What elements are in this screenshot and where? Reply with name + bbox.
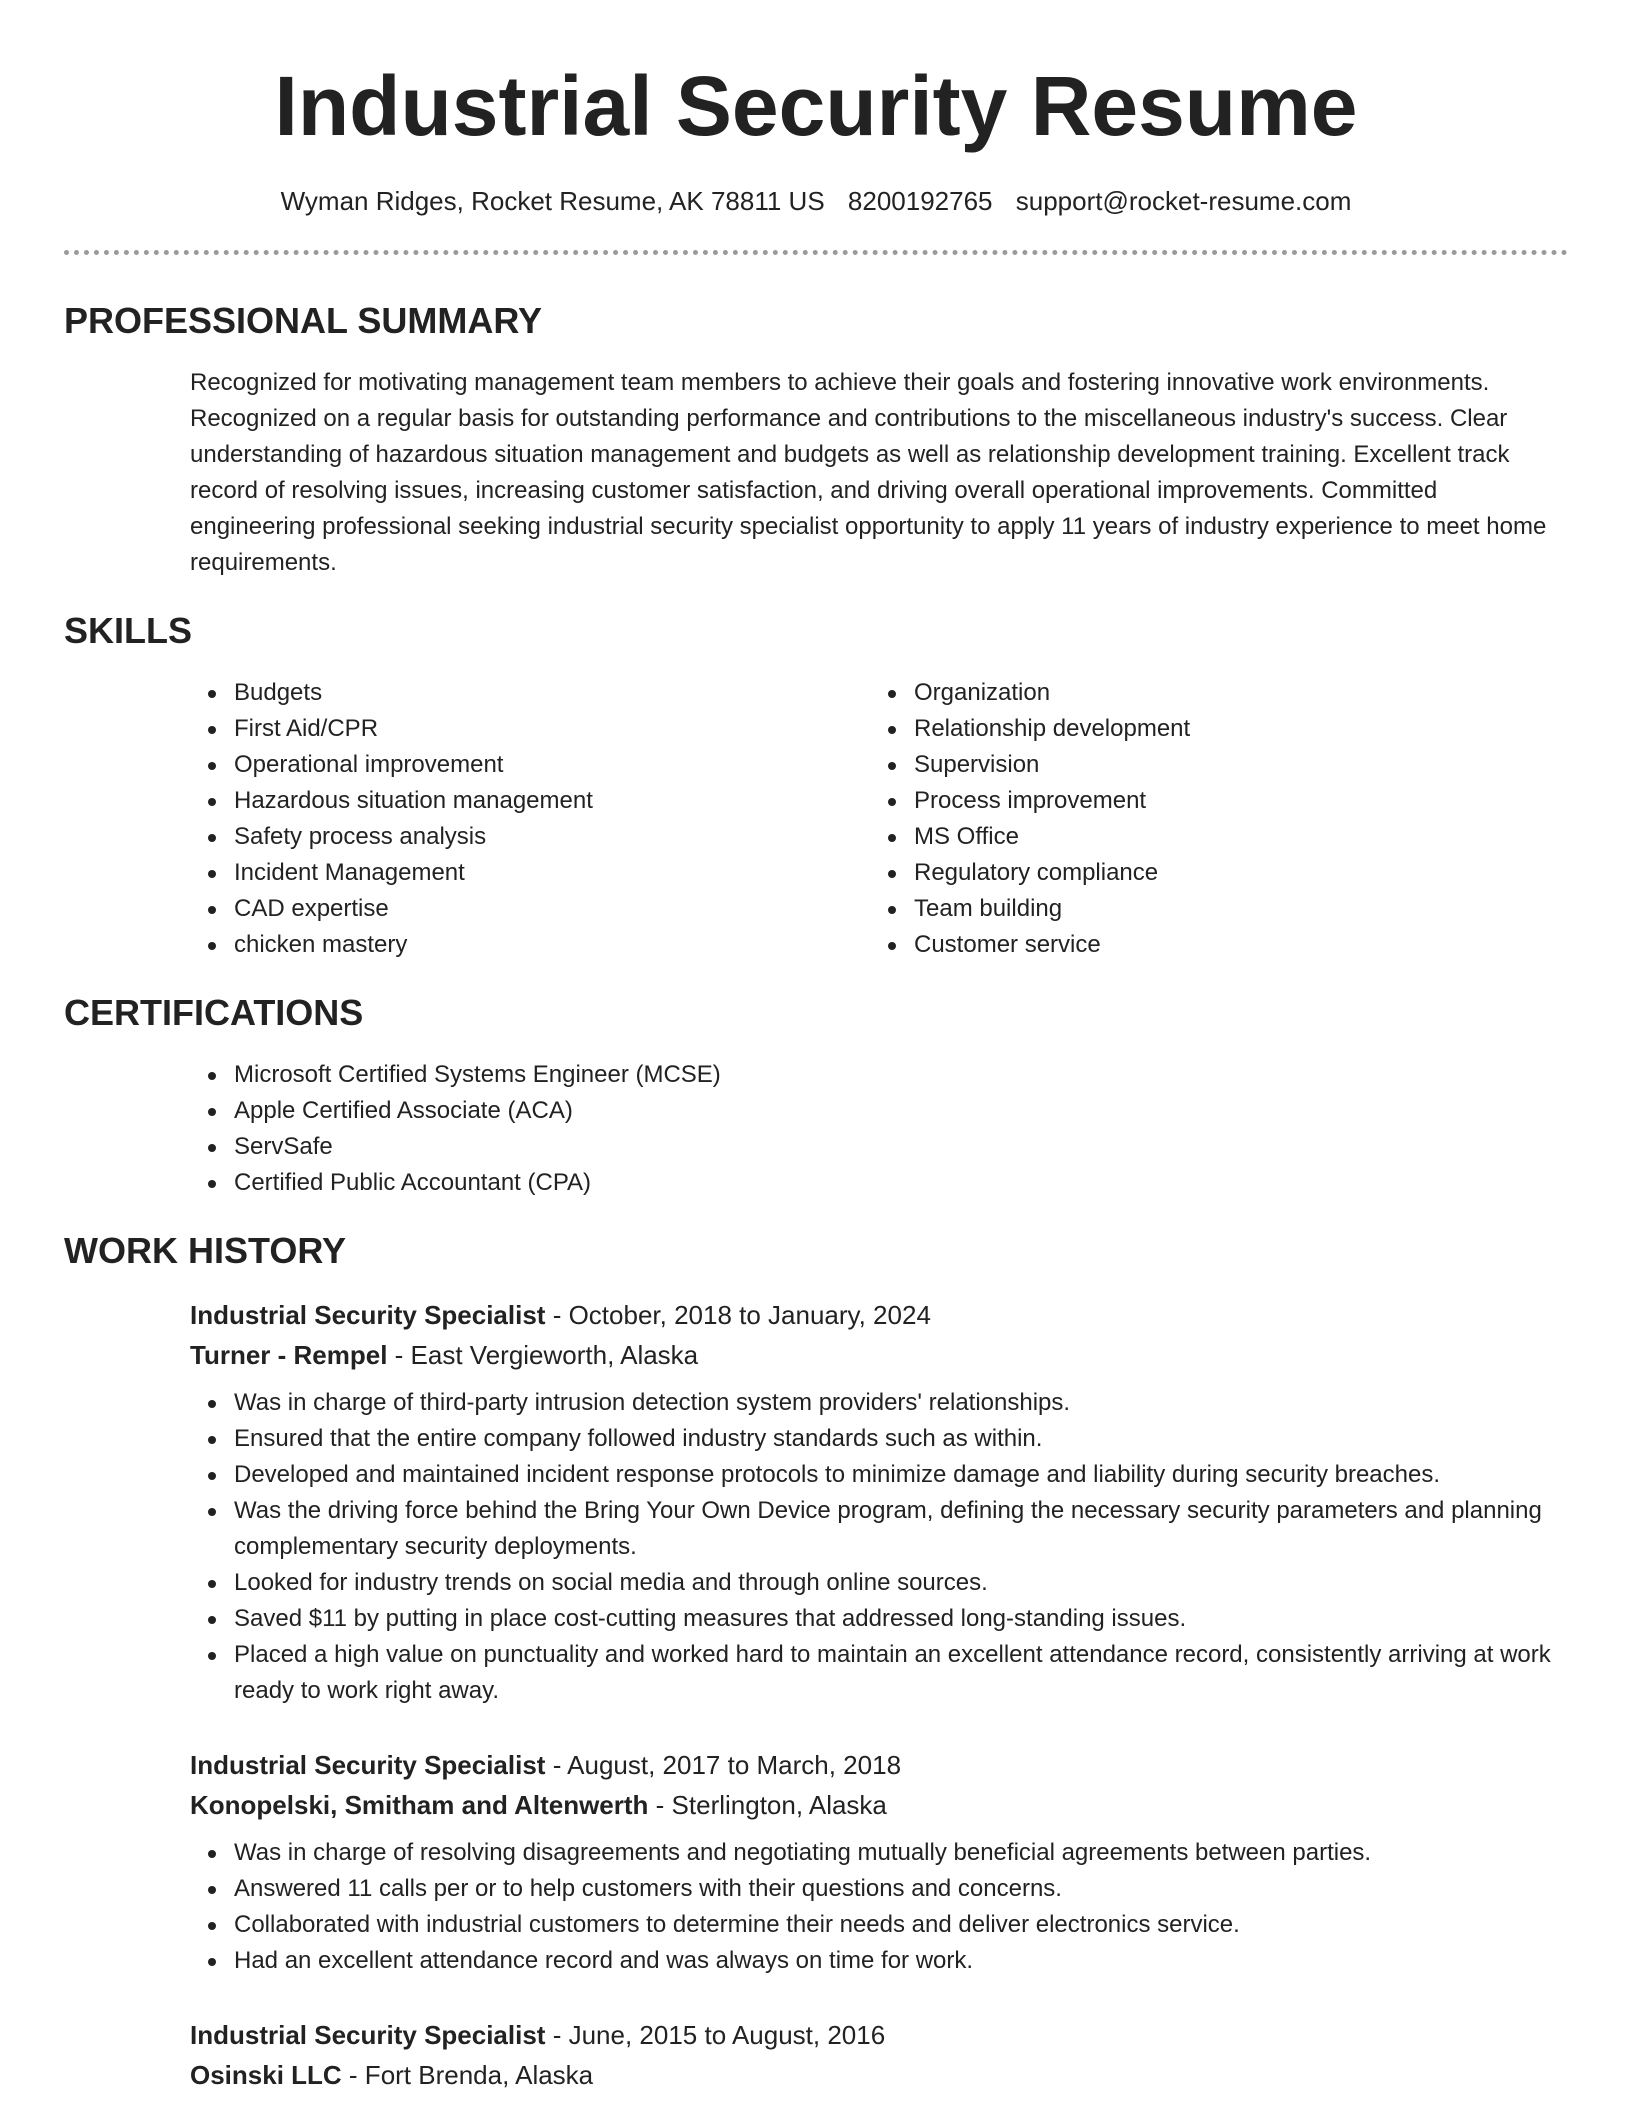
skill-item: Team building [914, 891, 1550, 927]
job-duty-item: Was the driving force behind the Bring Your Own Device program, defining the necessary security parameters and planning complementary security deployments. [234, 1493, 1568, 1565]
skill-item: Process improvement [914, 783, 1550, 819]
job-company-line [190, 1785, 1568, 1825]
job-duty-item: Ensured that the entire company followed industry standards such as within. [234, 1421, 1568, 1457]
job-duties [190, 1385, 1568, 1709]
skill-item: Customer service [914, 927, 1550, 963]
certification-item: Certified Public Accountant (CPA) [234, 1165, 1568, 1201]
job-location: - East Vergieworth, Alaska [387, 1340, 699, 1370]
job-company-line [190, 1335, 1568, 1375]
skill-item: Safety process analysis [234, 819, 870, 855]
skills-column-left [190, 675, 870, 963]
contact-line [64, 184, 1568, 218]
skill-item: CAD expertise [234, 891, 870, 927]
skill-item: chicken mastery [234, 927, 870, 963]
job-company: Turner - Rempel [190, 1340, 388, 1370]
contact-address: Wyman Ridges, Rocket Resume, AK 78811 US [280, 186, 825, 216]
job-dates: - October, 2018 to January, 2024 [545, 1300, 931, 1330]
job-duties [190, 1835, 1568, 1979]
job-company-line [190, 2055, 1568, 2095]
skills-heading: SKILLS [64, 610, 193, 651]
contact-phone: 8200192765 [847, 186, 993, 216]
job-duty-item: Had an excellent attendance record and was always on time for work. [234, 1943, 1568, 1979]
job-title: Industrial Security Specialist [190, 1300, 546, 1330]
skill-item: Organization [914, 675, 1550, 711]
job-duty-item: Looked for industry trends on social media and through online sources. [234, 1565, 1568, 1601]
job-company: Konopelski, Smitham and Altenwerth [190, 1790, 649, 1820]
job-duty-item: Was in charge of third-party intrusion detection system providers' relationships. [234, 1385, 1568, 1421]
skill-item: Incident Management [234, 855, 870, 891]
skill-item: Relationship development [914, 711, 1550, 747]
job-title: Industrial Security Specialist [190, 1750, 546, 1780]
summary-text: Recognized for motivating management team members to achieve their goals and fostering innovative work environments. Recognized on a regular basis for outstanding performance and contributions to the miscellaneous industry's success. Clear understanding of hazardous situation management and budgets as well as relationship development training. Excellent track record of resolving issues, increasing customer satisfaction, and driving overall operational improvements. Committed engineering professional seeking industrial security specialist opportunity to apply 11 years of industry experience to meet home requirements. [190, 369, 1547, 576]
skill-item: First Aid/CPR [234, 711, 870, 747]
skills-column-right [870, 675, 1550, 963]
skill-item: Supervision [914, 747, 1550, 783]
job-entry [190, 2015, 1568, 2095]
skill-item: Operational improvement [234, 747, 870, 783]
job-duty-item: Placed a high value on punctuality and worked hard to maintain an excellent attendance record, consistently arriving at work ready to work right away. [234, 1637, 1568, 1709]
certification-item: Apple Certified Associate (ACA) [234, 1093, 1568, 1129]
job-title: Industrial Security Specialist [190, 2020, 546, 2050]
contact-email: support@rocket-resume.com [1015, 186, 1352, 216]
job-location: - Sterlington, Alaska [648, 1790, 887, 1820]
certifications-heading: CERTIFICATIONS [64, 992, 364, 1033]
resume-title: Industrial Security Resume [274, 59, 1358, 153]
job-duty-item: Was in charge of resolving disagreements and negotiating mutually beneficial agreements between parties. [234, 1835, 1568, 1871]
work-history-heading: WORK HISTORY [64, 1230, 347, 1271]
certification-item: ServSafe [234, 1129, 1568, 1165]
header-divider [64, 250, 1568, 255]
job-duty-item: Collaborated with industrial customers to determine their needs and deliver electronics service. [234, 1907, 1568, 1943]
summary-heading: PROFESSIONAL SUMMARY [64, 300, 543, 341]
job-dates: - August, 2017 to March, 2018 [545, 1750, 902, 1780]
job-location: - Fort Brenda, Alaska [341, 2060, 594, 2090]
certification-item: Microsoft Certified Systems Engineer (MCSE) [234, 1057, 1568, 1093]
job-duty-item: Developed and maintained incident response protocols to minimize damage and liability during security breaches. [234, 1457, 1568, 1493]
skill-item: Budgets [234, 675, 870, 711]
job-entry [190, 1295, 1568, 1709]
job-dates: - June, 2015 to August, 2016 [545, 2020, 886, 2050]
job-duty-item: Answered 11 calls per or to help customers with their questions and concerns. [234, 1871, 1568, 1907]
skill-item: Regulatory compliance [914, 855, 1550, 891]
job-title-line [190, 2015, 1568, 2055]
skill-item: MS Office [914, 819, 1550, 855]
skills-list [190, 675, 1568, 963]
job-entry [190, 1745, 1568, 1979]
job-title-line [190, 1745, 1568, 1785]
job-company: Osinski LLC [190, 2060, 342, 2090]
skill-item: Hazardous situation management [234, 783, 870, 819]
job-title-line [190, 1295, 1568, 1335]
certifications-list [190, 1057, 1568, 1201]
job-duty-item: Saved $11 by putting in place cost-cutting measures that addressed long-standing issues. [234, 1601, 1568, 1637]
